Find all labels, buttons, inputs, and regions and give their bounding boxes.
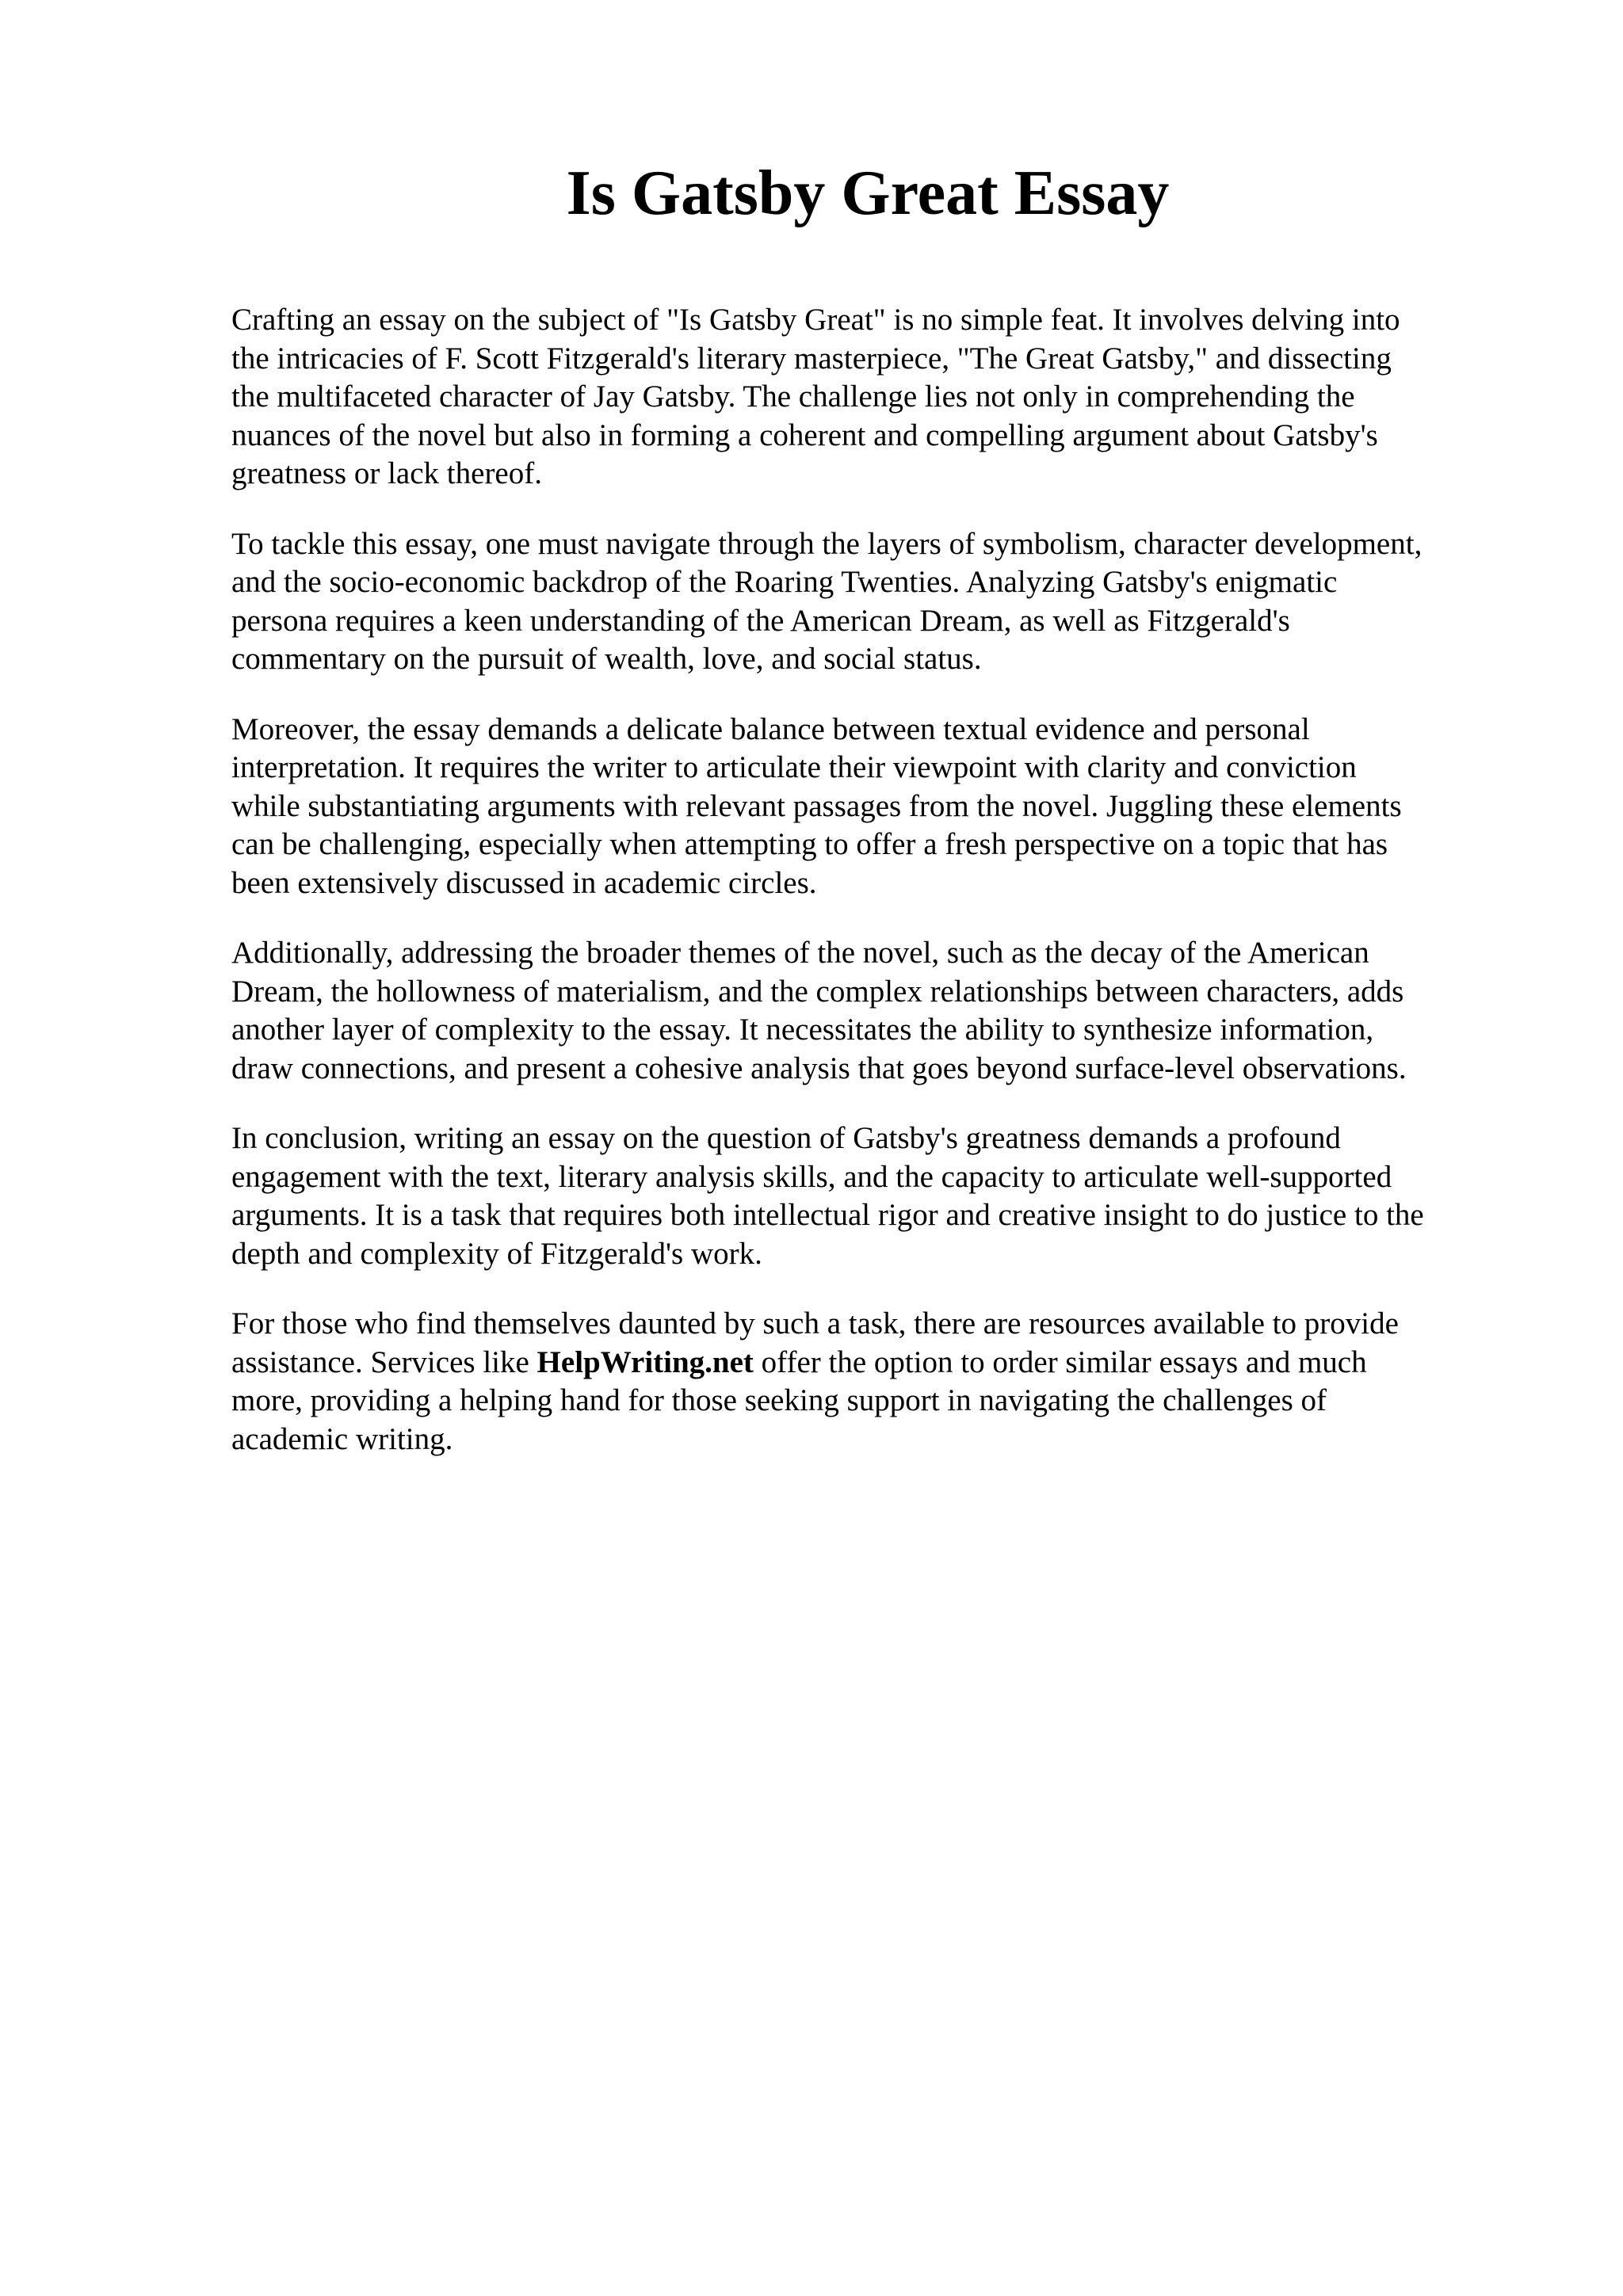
text-line: Additionally, addressing the broader themes of the novel, such as the decay of the American <box>231 936 1369 970</box>
text-line: greatness or lack thereof. <box>231 456 542 490</box>
page-title: Is Gatsby Great Essay <box>566 158 1170 228</box>
paragraph-4 <box>231 934 1515 1088</box>
paragraph-1 <box>231 301 1515 494</box>
paragraph-2 <box>231 525 1515 679</box>
paragraph-3 <box>231 711 1515 903</box>
essay-body <box>231 301 1515 1490</box>
text-line: more, providing a helping hand for those seeking support in navigating the challenges of <box>231 1383 1327 1417</box>
text-line: nuances of the novel but also in forming a coherent and compelling argument about Gatsby's <box>231 418 1378 452</box>
text-line: For those who find themselves daunted by such a task, there are resources available to provide <box>231 1306 1399 1341</box>
paragraph-5 <box>231 1119 1515 1273</box>
text-line: interpretation. It requires the writer to articulate their viewpoint with clarity and conviction <box>231 750 1357 784</box>
text-line: and the socio-economic backdrop of the Roaring Twenties. Analyzing Gatsby's enigmatic <box>231 565 1338 599</box>
text-line: while substantiating arguments with relevant passages from the novel. Juggling these elements <box>231 788 1402 823</box>
text-line: been extensively discussed in academic circles. <box>231 865 817 900</box>
text-line: engagement with the text, literary analysis skills, and the capacity to articulate well-supported <box>231 1159 1392 1194</box>
text-line: In conclusion, writing an essay on the question of Gatsby's greatness demands a profound <box>231 1121 1341 1155</box>
text-line: depth and complexity of Fitzgerald's work. <box>231 1236 762 1271</box>
text-line: the intricacies of F. Scott Fitzgerald's literary masterpiece, "The Great Gatsby," and dissecting <box>231 341 1392 376</box>
text-line: another layer of complexity to the essay. It necessitates the ability to synthesize information, <box>231 1013 1374 1047</box>
text-line: persona requires a keen understanding of the American Dream, as well as Fitzgerald's <box>231 603 1290 638</box>
text-line: can be challenging, especially when attempting to offer a fresh perspective on a topic that has <box>231 827 1388 861</box>
brand-name: HelpWriting.net <box>537 1344 754 1379</box>
text-line: commentary on the pursuit of wealth, love, and social status. <box>231 642 982 676</box>
text-line: Moreover, the essay demands a delicate balance between textual evidence and personal <box>231 711 1310 746</box>
text-line: draw connections, and present a cohesive analysis that goes beyond surface-level observations. <box>231 1051 1407 1085</box>
text-line: Dream, the hollowness of materialism, and the complex relationships between characters, adds <box>231 974 1404 1009</box>
text-line: arguments. It is a task that requires both intellectual rigor and creative insight to do justice to the <box>231 1198 1424 1232</box>
text-line <box>231 1344 1515 1383</box>
text-line: the multifaceted character of Jay Gatsby. The challenge lies not only in comprehending the <box>231 379 1355 414</box>
text-line: To tackle this essay, one must navigate through the layers of symbolism, character development, <box>231 526 1423 561</box>
text-segment: assistance. Services like <box>231 1344 537 1379</box>
text-line: academic writing. <box>231 1421 453 1456</box>
text-line: Crafting an essay on the subject of "Is Gatsby Great" is no simple feat. It involves delving into <box>231 303 1400 337</box>
text-segment: offer the option to order similar essays and much <box>753 1344 1367 1379</box>
paragraph-closing <box>231 1305 1515 1459</box>
